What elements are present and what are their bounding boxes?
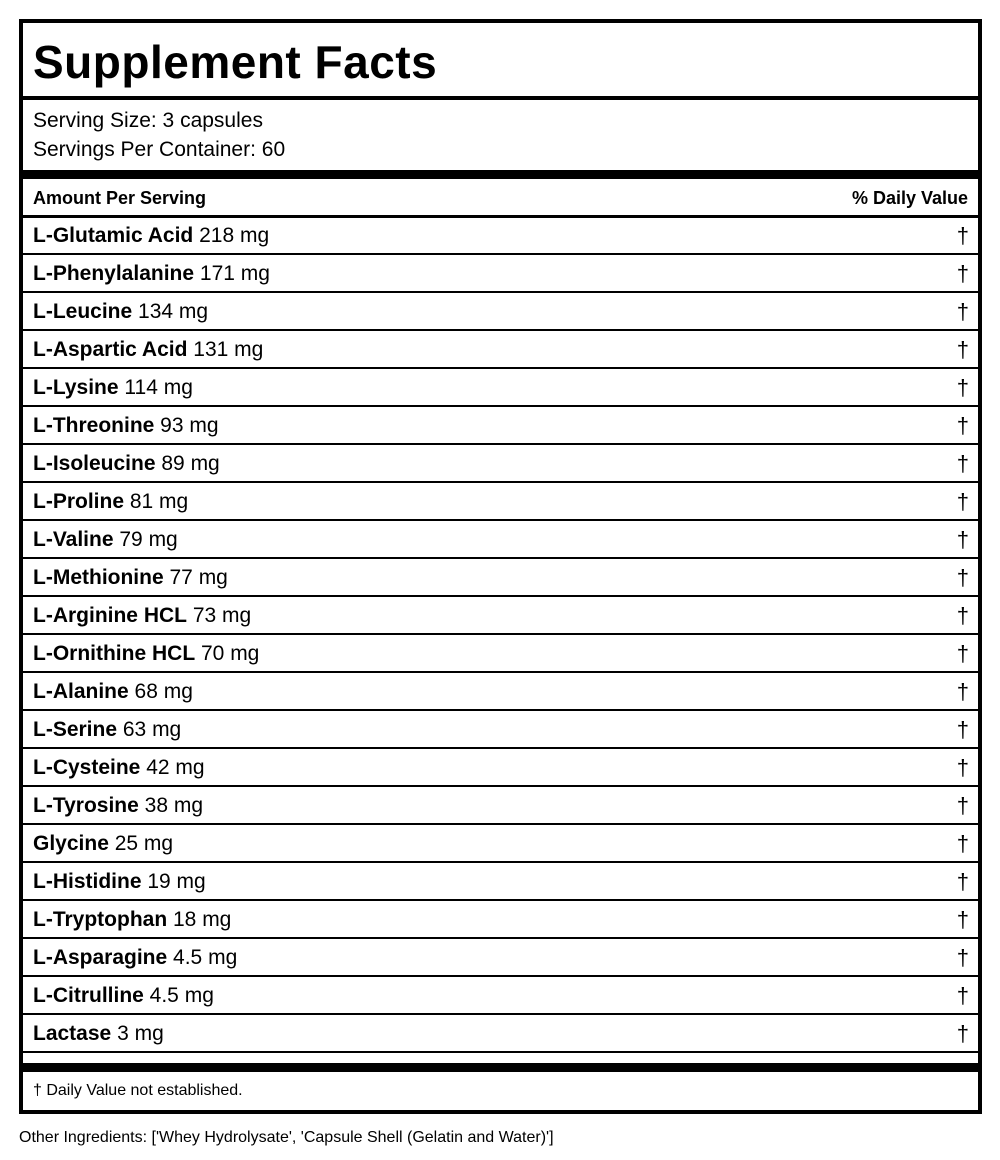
ingredient-name: L-Tyrosine xyxy=(33,794,139,817)
ingredient-entry xyxy=(33,907,231,933)
dagger-symbol: † xyxy=(956,603,969,628)
ingredient-entry xyxy=(33,679,193,705)
ingredient-row xyxy=(23,331,978,369)
dagger-symbol: † xyxy=(956,983,969,1008)
ingredient-entry xyxy=(33,451,220,477)
dagger-symbol: † xyxy=(956,413,969,438)
dagger-symbol: † xyxy=(956,831,969,856)
ingredient-name: L-Aspartic Acid xyxy=(33,338,188,361)
ingredient-entry xyxy=(33,1021,164,1047)
ingredient-entry xyxy=(33,869,206,895)
ingredient-amount: 18 mg xyxy=(173,908,232,931)
ingredient-amount: 4.5 mg xyxy=(149,984,214,1007)
dagger-symbol: † xyxy=(956,755,969,780)
servings-per-container: Servings Per Container: 60 xyxy=(33,138,286,161)
ingredient-amount: 134 mg xyxy=(138,300,209,323)
ingredient-name: L-Arginine HCL xyxy=(33,604,187,627)
ingredient-amount: 79 mg xyxy=(119,528,178,551)
ingredient-row xyxy=(23,787,978,825)
dagger-symbol: † xyxy=(956,489,969,514)
ingredient-amount: 73 mg xyxy=(192,604,252,627)
ingredient-row xyxy=(23,825,978,863)
ingredient-entry xyxy=(33,223,269,249)
dagger-symbol: † xyxy=(956,451,969,476)
ingredient-row xyxy=(23,559,978,597)
ingredient-amount: 70 mg xyxy=(201,642,260,665)
dagger-symbol: † xyxy=(956,945,969,970)
ingredient-amount: 25 mg xyxy=(114,832,174,855)
column-header-row xyxy=(23,179,978,218)
ingredient-amount: 19 mg xyxy=(147,870,206,893)
ingredient-entry xyxy=(33,489,188,515)
ingredient-amount: 68 mg xyxy=(134,680,193,703)
ingredient-name: L-Ornithine HCL xyxy=(33,642,196,665)
ingredient-name: Glycine xyxy=(33,832,109,855)
ingredient-entry xyxy=(33,603,251,629)
supplement-facts-panel xyxy=(19,19,982,1114)
ingredient-row xyxy=(23,407,978,445)
ingredient-name: L-Lysine xyxy=(33,376,119,399)
ingredient-entry xyxy=(33,717,181,743)
ingredient-name: L-Methionine xyxy=(33,566,164,589)
ingredient-entry xyxy=(33,337,263,363)
ingredient-name: L-Citrulline xyxy=(33,984,144,1007)
dagger-symbol: † xyxy=(956,337,969,362)
ingredient-row xyxy=(23,597,978,635)
ingredient-entry xyxy=(33,831,173,857)
ingredient-row xyxy=(23,749,978,787)
dagger-symbol: † xyxy=(956,641,969,666)
dagger-symbol: † xyxy=(956,223,969,248)
ingredient-row xyxy=(23,673,978,711)
dagger-symbol: † xyxy=(956,299,969,324)
ingredient-name: L-Tryptophan xyxy=(33,908,168,931)
ingredient-amount: 3 mg xyxy=(117,1022,164,1045)
ingredient-name: L-Histidine xyxy=(33,870,142,893)
ingredient-name: L-Asparagine xyxy=(33,946,168,969)
ingredient-entry xyxy=(33,945,237,971)
ingredient-name: L-Valine xyxy=(33,528,114,551)
ingredient-name: L-Phenylalanine xyxy=(33,262,195,285)
dagger-symbol: † xyxy=(956,565,969,590)
ingredient-row xyxy=(23,1015,978,1053)
ingredient-name: Lactase xyxy=(33,1022,112,1045)
ingredient-entry xyxy=(33,299,208,325)
ingredient-amount: 63 mg xyxy=(122,718,182,741)
other-ingredients: Other Ingredients: ['Whey Hydrolysate', 'Capsule Shell (Gelatin and Water)'] xyxy=(19,1129,554,1146)
ingredient-row xyxy=(23,255,978,293)
ingredient-row xyxy=(23,445,978,483)
ingredient-name: L-Serine xyxy=(33,718,118,741)
dagger-symbol: † xyxy=(956,907,969,932)
ingredient-entry xyxy=(33,527,178,553)
ingredient-row xyxy=(23,863,978,901)
ingredient-entry xyxy=(33,793,203,819)
ingredient-name: L-Alanine xyxy=(33,680,129,703)
ingredient-amount: 4.5 mg xyxy=(173,946,238,969)
footnote: † Daily Value not established. xyxy=(33,1082,243,1099)
ingredient-amount: 93 mg xyxy=(160,414,219,437)
bottom-divider-bar xyxy=(23,1063,978,1072)
daily-value-header: % Daily Value xyxy=(851,188,968,208)
ingredient-entry xyxy=(33,983,214,1009)
ingredient-amount: 77 mg xyxy=(169,566,228,589)
ingredient-row xyxy=(23,483,978,521)
ingredient-row xyxy=(23,711,978,749)
ingredient-row xyxy=(23,939,978,977)
ingredient-entry xyxy=(33,755,205,781)
ingredient-entry xyxy=(33,413,219,439)
ingredient-row xyxy=(23,901,978,939)
ingredient-entry xyxy=(33,375,193,401)
dagger-symbol: † xyxy=(956,375,969,400)
ingredient-amount: 114 mg xyxy=(124,376,193,399)
amount-per-serving-header: Amount Per Serving xyxy=(33,188,207,208)
dagger-symbol: † xyxy=(956,869,969,894)
ingredient-entry xyxy=(33,641,259,667)
ingredient-name: L-Leucine xyxy=(33,300,133,323)
ingredient-amount: 81 mg xyxy=(129,490,189,513)
ingredient-row xyxy=(23,217,978,255)
ingredient-list xyxy=(23,217,978,1053)
ingredient-row xyxy=(23,635,978,673)
ingredient-row xyxy=(23,521,978,559)
ingredient-amount: 89 mg xyxy=(161,452,220,475)
ingredient-amount: 131 mg xyxy=(193,338,264,361)
title-block xyxy=(23,23,978,100)
dagger-symbol: † xyxy=(956,793,969,818)
dagger-symbol: † xyxy=(956,679,969,704)
dagger-symbol: † xyxy=(956,717,969,742)
top-divider-bar xyxy=(23,170,978,179)
panel-title: Supplement Facts xyxy=(33,36,438,88)
dagger-symbol: † xyxy=(956,1021,969,1046)
ingredient-amount: 42 mg xyxy=(146,756,205,779)
ingredient-name: L-Cysteine xyxy=(33,756,141,779)
ingredient-name: L-Proline xyxy=(33,490,125,513)
ingredient-entry xyxy=(33,261,270,287)
ingredient-amount: 38 mg xyxy=(144,794,204,817)
ingredient-name: L-Threonine xyxy=(33,414,155,437)
serving-info xyxy=(23,100,978,170)
serving-size: Serving Size: 3 capsules xyxy=(33,109,263,132)
ingredient-row xyxy=(23,293,978,331)
ingredient-name: L-Glutamic Acid xyxy=(33,224,194,247)
ingredient-amount: 218 mg xyxy=(199,224,270,247)
ingredient-row xyxy=(23,369,978,407)
dagger-symbol: † xyxy=(956,261,969,286)
dagger-symbol: † xyxy=(956,527,969,552)
ingredient-row xyxy=(23,977,978,1015)
ingredient-entry xyxy=(33,565,228,591)
ingredient-name: L-Isoleucine xyxy=(33,452,156,475)
ingredient-amount: 171 mg xyxy=(199,262,270,285)
